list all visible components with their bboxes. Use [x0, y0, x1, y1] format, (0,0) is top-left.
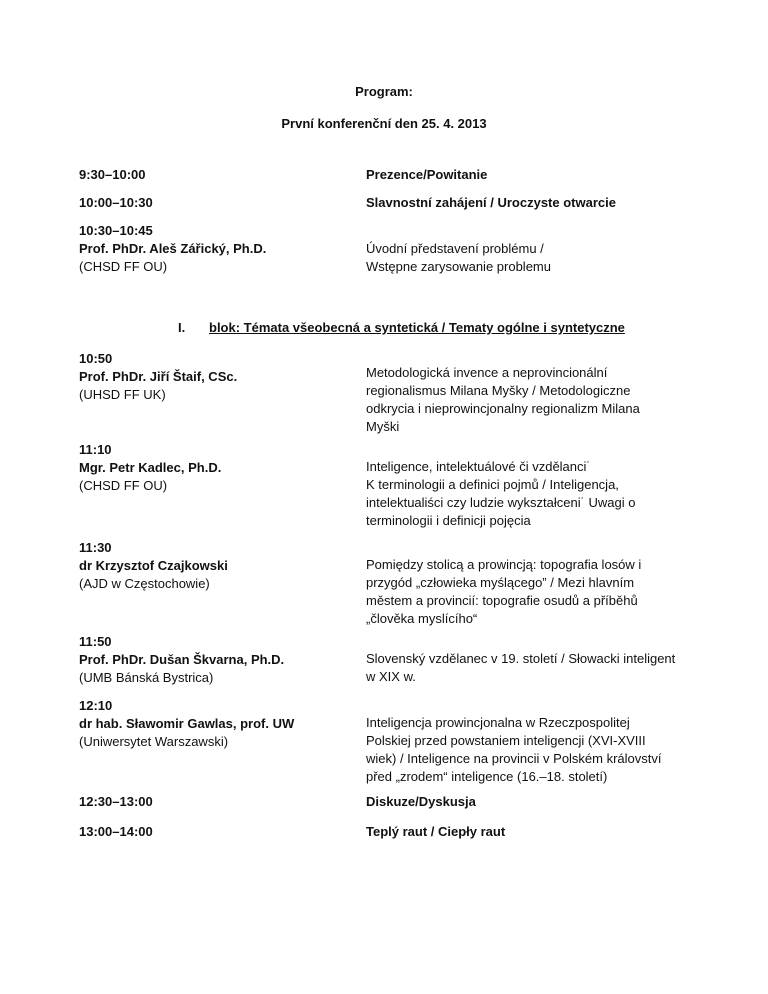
topic-line: wiek) / Inteligence na provincii v Polském království	[366, 751, 662, 766]
topic-line: regionalismus Milana Myšky / Metodologiczne	[366, 383, 631, 398]
opening-speaker: Prof. PhDr. Aleš Zářický, Ph.D.	[79, 241, 267, 256]
topic-line: „člověka myslícího“	[366, 611, 478, 626]
program-title: Program:	[355, 84, 413, 99]
talk-left	[79, 350, 349, 404]
talk-speaker: Prof. PhDr. Jiří Štaif, CSc.	[79, 369, 238, 384]
talk-time: 11:10	[79, 442, 112, 457]
block-title-text: blok: Témata všeobecná a syntetická / Tematy ogólne i syntetyczne	[209, 320, 625, 335]
topic-line: w XIX w.	[366, 669, 416, 684]
row-time: 10:00–10:30	[79, 195, 153, 210]
talk-left	[79, 697, 349, 751]
talk-topic	[366, 458, 696, 530]
topic-line: przygód „człowieka myślącego” / Mezi hlavním	[366, 575, 635, 590]
topic-line: Polskiej przed powstaniem inteligencji (XVI-XVIII	[366, 733, 646, 748]
talk-left	[79, 441, 349, 495]
talk-affiliation: (Uniwersytet Warszawski)	[79, 734, 229, 749]
topic-line: před „zrodem“ inteligence (16.–18. století)	[366, 769, 608, 784]
talk-affiliation: (UMB Bánská Bystrica)	[79, 670, 214, 685]
talk-topic	[366, 556, 696, 628]
row-title: Teplý raut / Ciepły raut	[366, 824, 506, 839]
talk-speaker: Prof. PhDr. Dušan Škvarna, Ph.D.	[79, 652, 285, 667]
talk-topic	[366, 364, 696, 436]
topic-line: Wstępne zarysowanie problemu	[366, 259, 551, 274]
row-time: 9:30–10:00	[79, 167, 146, 182]
day-title: První konferenční den 25. 4. 2013	[281, 116, 487, 131]
row-title: Prezence/Powitanie	[366, 167, 488, 182]
talk-affiliation: (CHSD FF OU)	[79, 478, 168, 493]
talk-affiliation: (UHSD FF UK)	[79, 387, 166, 402]
row-time: 13:00–14:00	[79, 824, 153, 839]
talk-topic	[366, 714, 696, 786]
topic-line: odkrycia i nieprowincjonalny regionalizm Milana	[366, 401, 640, 416]
topic-line: Pomiędzy stolicą a prowincją: topografia losów i	[366, 557, 642, 572]
topic-line: Úvodní představení problému /	[366, 241, 544, 256]
row-title: Diskuze/Dyskusja	[366, 794, 476, 809]
talk-time: 11:50	[79, 634, 112, 649]
block-title	[178, 319, 698, 337]
talk-affiliation: (AJD w Częstochowie)	[79, 576, 210, 591]
talk-topic	[366, 650, 696, 686]
topic-line: K terminologii a definici pojmů / Inteligencja,	[366, 477, 619, 492]
talk-time: 10:50	[79, 351, 113, 366]
topic-line: Metodologická invence a neprovincionální	[366, 365, 608, 380]
row-title: Slavnostní zahájení / Uroczyste otwarcie	[366, 195, 616, 210]
block-number: I.	[178, 320, 186, 335]
talk-left	[79, 539, 349, 593]
topic-line: Slovenský vzdělanec v 19. století / Słowacki inteligent	[366, 651, 676, 666]
opening-affiliation: (CHSD FF OU)	[79, 259, 168, 274]
topic-line: Inteligencja prowincjonalna w Rzeczpospolitej	[366, 715, 630, 730]
opening-time: 10:30–10:45	[79, 223, 153, 238]
topic-line: Myški	[366, 419, 400, 434]
talk-speaker: dr Krzysztof Czajkowski	[79, 558, 228, 573]
topic-line: intelektualiści czy ludzie wykształceni˙ Uwagi o	[366, 495, 636, 510]
topic-line: Inteligence, intelektuálové či vzdělanci˙	[366, 459, 591, 474]
talk-speaker: dr hab. Sławomir Gawlas, prof. UW	[79, 716, 295, 731]
talk-left	[79, 633, 349, 687]
topic-line: terminologii i definicji pojęcia	[366, 513, 531, 528]
talk-speaker: Mgr. Petr Kadlec, Ph.D.	[79, 460, 222, 475]
opening-left	[79, 222, 349, 276]
talk-time: 12:10	[79, 698, 113, 713]
row-time: 12:30–13:00	[79, 794, 153, 809]
topic-line: městem a provincií: topografie osudů a příběhů	[366, 593, 638, 608]
opening-topic	[366, 240, 696, 276]
talk-time: 11:30	[79, 540, 112, 555]
